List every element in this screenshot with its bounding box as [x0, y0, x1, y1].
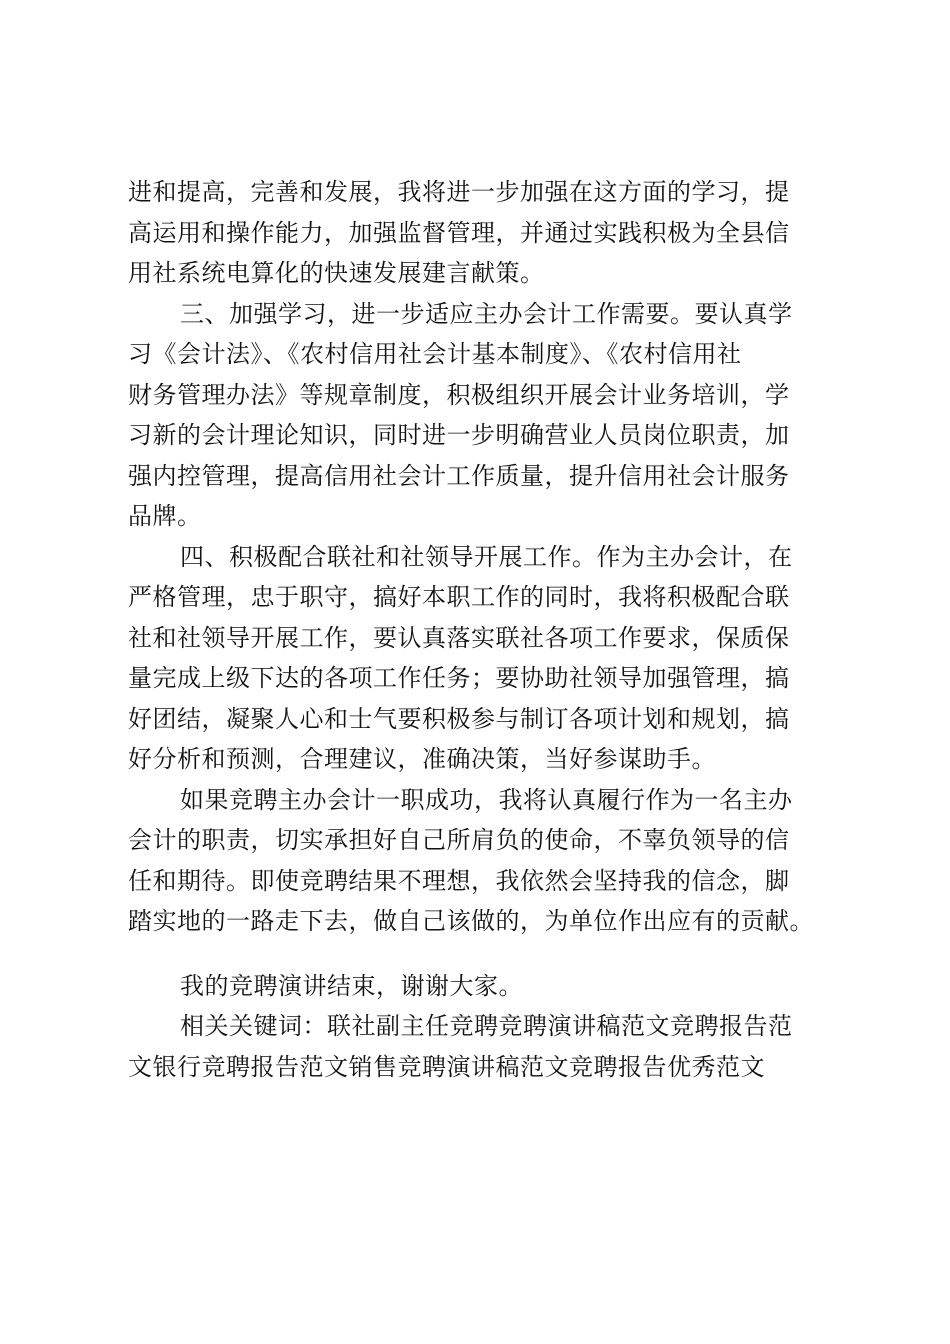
paragraph-line: 社和社领导开展工作，要认真落实联社各项工作要求，保质保 — [128, 623, 790, 652]
paragraph-gap — [128, 942, 838, 966]
paragraph-line: 强内控管理，提高信用社会计工作质量，提升信用社会计服务 — [128, 461, 790, 490]
paragraph-line: 财务管理办法》等规章制度，积极组织开展会计业务培训，学 — [128, 380, 790, 409]
paragraph-line: 四、积极配合联社和社领导开展工作。作为主办会计，在 — [180, 542, 793, 571]
paragraph-line: 高运用和操作能力，加强监督管理，并通过实践积极为全县信 — [128, 218, 790, 247]
paragraph-line: 量完成上级下达的各项工作任务；要协助社领导加强管理，搞 — [128, 664, 790, 692]
keywords-line: 相关关键词：联社副主任竞聘竞聘演讲稿范文竞聘报告范 — [180, 1012, 793, 1040]
paragraph-line: 好分析和预测，合理建议，准确决策，当好参谋助手。 — [128, 745, 716, 773]
paragraph-line: 习《会计法》、《农村信用社会计基本制度》、《农村信用社 — [128, 340, 742, 368]
paragraph-line: 如果竞聘主办会计一职成功，我将认真履行作为一名主办 — [180, 785, 793, 814]
paragraph-line: 严格管理，忠于职守，搞好本职工作的同时，我将积极配合联 — [128, 583, 790, 611]
closing-line: 我的竞聘演讲结束，谢谢大家。 — [180, 971, 523, 1000]
paragraph-line: 踏实地的一路走下去，做自己该做的，为单位作出应有的贡献。 — [128, 907, 814, 935]
paragraph-line: 进和提高，完善和发展，我将进一步加强在这方面的学习，提 — [128, 178, 790, 206]
paragraph-line: 用社系统电算化的快速发展建言献策。 — [128, 259, 545, 287]
paragraph-line: 好团结，凝聚人心和士气要积极参与制订各项计划和规划，搞 — [128, 704, 790, 733]
paragraph-line: 习新的会计理论知识，同时进一步明确营业人员岗位职责，加 — [128, 421, 790, 449]
paragraph-line: 任和期待。即使竞聘结果不理想，我依然会坚持我的信念，脚 — [128, 866, 790, 895]
document-body — [128, 172, 838, 1087]
paragraph-line: 会计的职责，切实承担好自己所肩负的使命，不辜负领导的信 — [128, 826, 790, 854]
paragraph-line: 品牌。 — [128, 502, 202, 530]
keywords-line: 文银行竞聘报告范文销售竞聘演讲稿范文竞聘报告优秀范文 — [128, 1052, 765, 1081]
paragraph-line: 三、加强学习，进一步适应主办会计工作需要。要认真学 — [180, 299, 793, 328]
